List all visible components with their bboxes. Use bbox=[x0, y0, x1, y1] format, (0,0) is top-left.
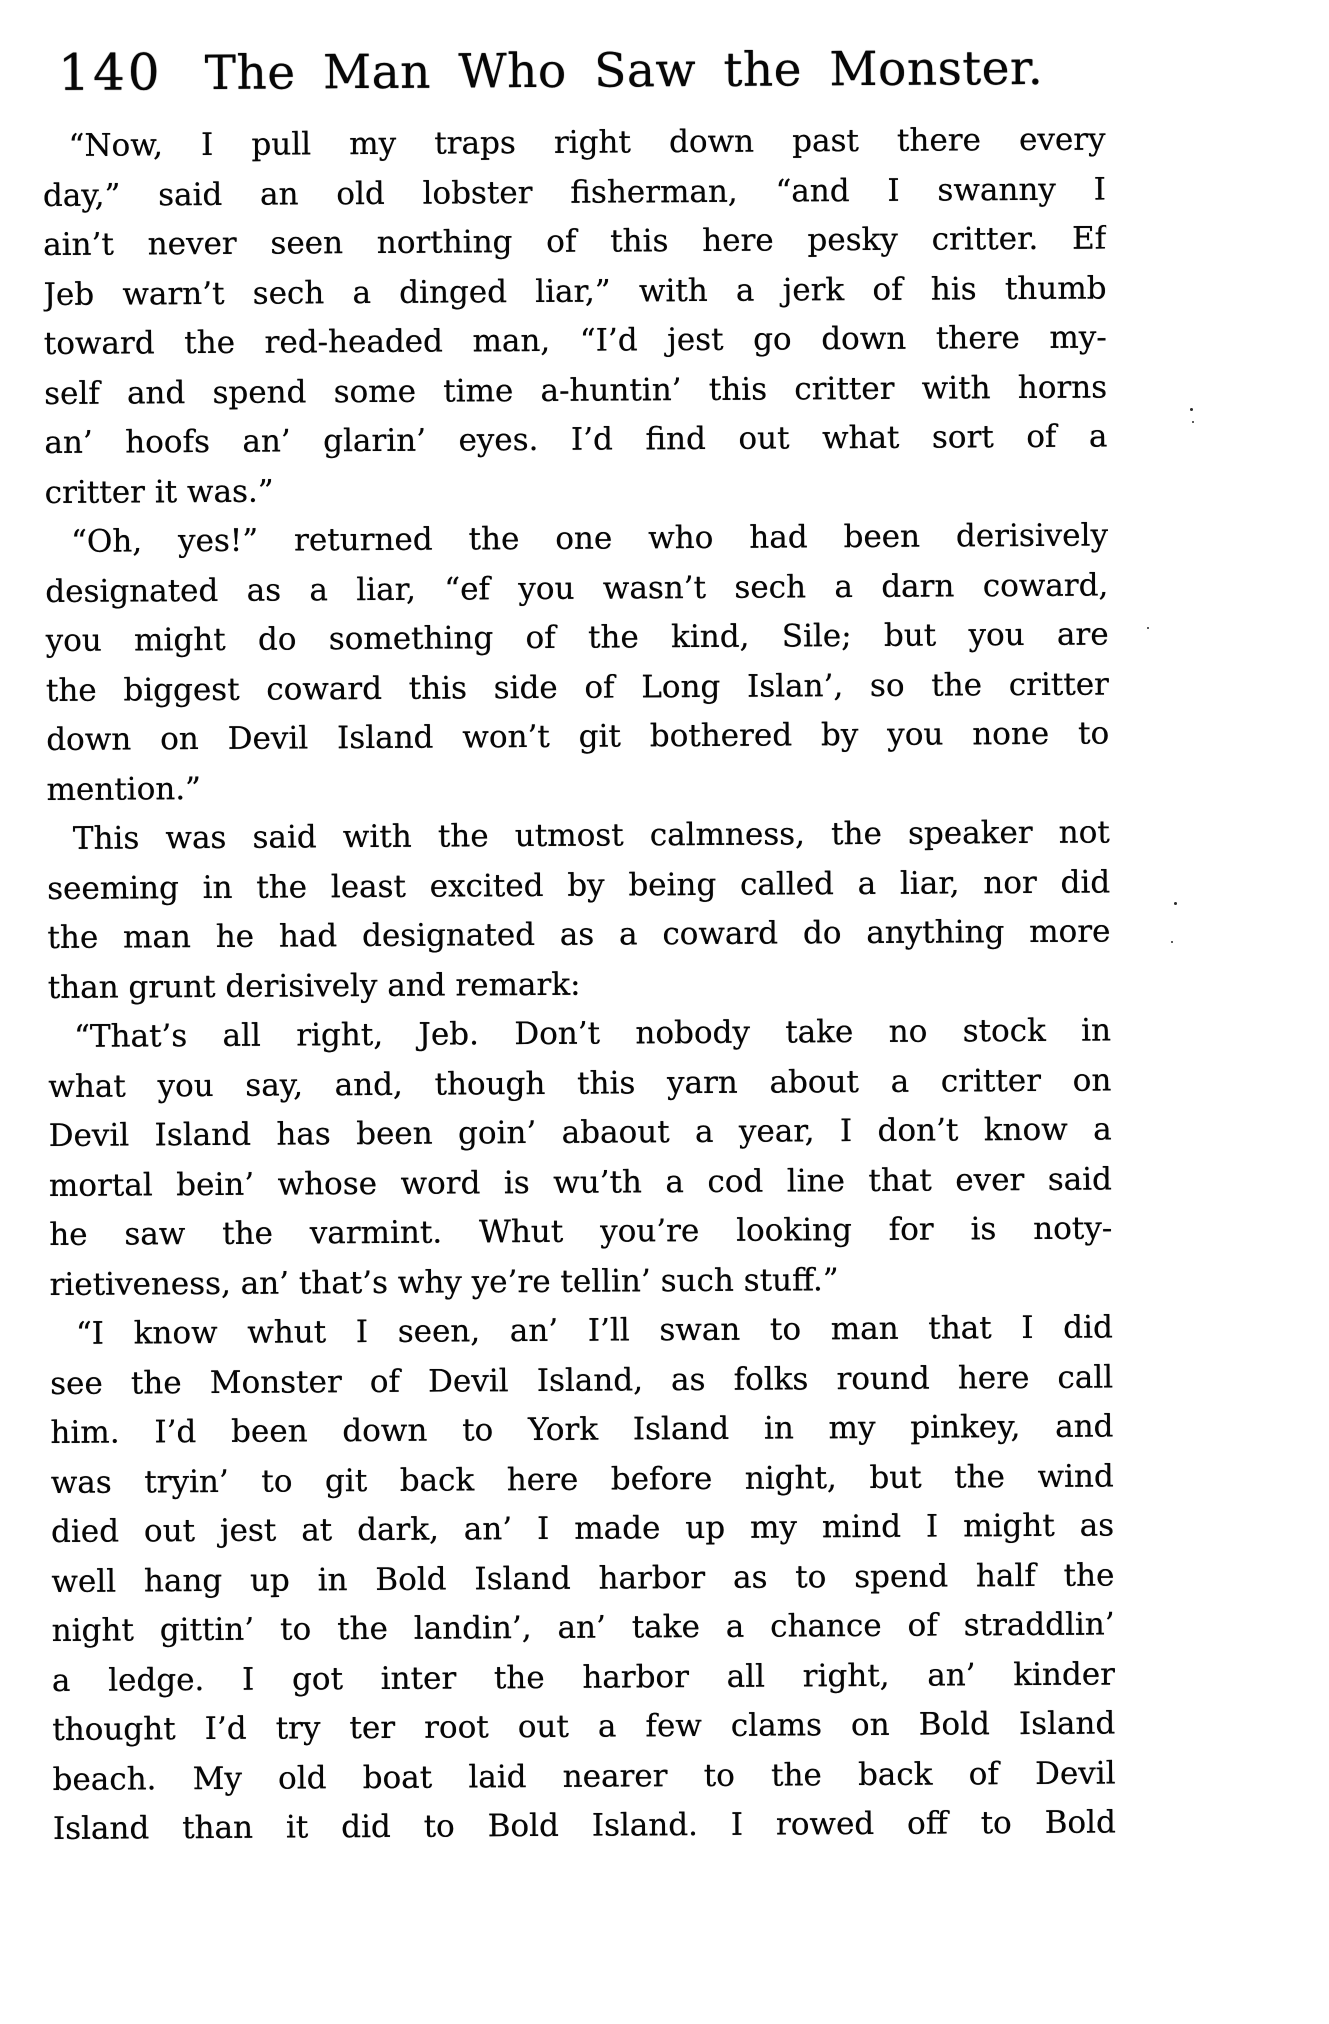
text-line: Jeb warn’t sech a dinged liar,” with a jerk of his thumb bbox=[43, 270, 1107, 313]
ink-speck bbox=[1192, 421, 1194, 423]
text-line: day,” said an old lobster fisherman, “and I swanny I bbox=[42, 171, 1107, 214]
text-line: what you say, and, though this yarn about a critter on bbox=[48, 1061, 1112, 1105]
text-line: he saw the varmint. Whut you’re looking for is noty- bbox=[49, 1210, 1113, 1253]
text-line: “Now, I pull my traps right down past there every bbox=[68, 121, 1106, 164]
text-line: This was said with the utmost calmness, the speaker not bbox=[72, 814, 1110, 857]
paragraph bbox=[47, 808, 1111, 1012]
text-line: the biggest coward this side of Long Islan’, so the critter bbox=[45, 665, 1110, 709]
text-line: down on Devil Island won’t git bothered by you none to bbox=[46, 715, 1110, 758]
text-line: Island than it did to Bold Island. I rowed off to Bold bbox=[52, 1804, 1116, 1847]
ink-speck bbox=[1190, 408, 1193, 411]
text-line: was tryin’ to git back here before night, but the wind bbox=[50, 1457, 1114, 1501]
text-line: designated as a liar, “ef you wasn’t sech a darn coward, bbox=[45, 566, 1109, 610]
text-line: the man he had designated as a coward do anything more bbox=[47, 913, 1111, 956]
paragraph bbox=[45, 511, 1110, 814]
text-line: Devil Island has been goin’ abaout a year, I don’t know a bbox=[48, 1111, 1112, 1154]
ink-speck bbox=[1174, 902, 1177, 905]
text-line: you might do something of the kind, Sile; but you are bbox=[45, 616, 1109, 659]
running-title: The Man Who Saw the Monster. bbox=[204, 40, 1044, 102]
page-header bbox=[42, 38, 1105, 102]
text-line: mention.” bbox=[46, 770, 202, 808]
text-line: well hang up in Bold Island harbor as to spend half the bbox=[51, 1556, 1115, 1600]
text-line: rietiveness, an’ that’s why ye’re tellin’ such stuff.” bbox=[49, 1261, 839, 1303]
text-line: than grunt derisively and remark: bbox=[47, 966, 581, 1006]
paragraph bbox=[50, 1303, 1116, 1854]
text-line: ain’t never seen northing of this here pesky critter. Ef bbox=[43, 220, 1107, 263]
page-number: 140 bbox=[57, 43, 163, 102]
text-line: “That’s all right, Jeb. Don’t nobody take no stock in bbox=[73, 1012, 1112, 1055]
text-line: see the Monster of Devil Island, as folks round here call bbox=[50, 1358, 1114, 1402]
text-line: beach. My old boat laid nearer to the back of Devil bbox=[52, 1754, 1116, 1798]
text-line: seeming in the least excited by being called a liar, nor did bbox=[47, 863, 1111, 907]
text-line: critter it was.” bbox=[44, 473, 274, 511]
page-body bbox=[42, 116, 1116, 1855]
text-line: an’ hoofs an’ glarin’ eyes. I’d find out what sort of a bbox=[44, 418, 1108, 461]
text-line: mortal bein’ whose word is wu’th a cod line that ever said bbox=[48, 1160, 1113, 1204]
text-line: thought I’d try ter root out a few clams on Bold Island bbox=[52, 1705, 1116, 1748]
paragraph bbox=[48, 1006, 1113, 1309]
text-line: died out jest at dark, an’ I made up my mind I might as bbox=[50, 1507, 1115, 1550]
page-content bbox=[42, 38, 1116, 1855]
ink-speck bbox=[1171, 941, 1173, 943]
text-line: “Oh, yes!” returned the one who had been derisively bbox=[70, 517, 1109, 560]
ink-speck bbox=[1147, 627, 1149, 629]
text-line: night gittin’ to the landin’, an’ take a chance of straddlin’ bbox=[51, 1606, 1115, 1649]
text-line: a ledge. I got inter the harbor all right, an’ kinder bbox=[51, 1655, 1116, 1699]
paragraph bbox=[42, 116, 1107, 518]
text-line: “I know whut I seen, an’ I’ll swan to man that I did bbox=[75, 1309, 1113, 1352]
text-line: self and spend some time a-huntin’ this critter with horns bbox=[44, 369, 1108, 412]
text-line: him. I’d been down to York Island in my pinkey, and bbox=[50, 1408, 1114, 1451]
text-line: toward the red-headed man, “I’d jest go down there my- bbox=[43, 319, 1107, 362]
